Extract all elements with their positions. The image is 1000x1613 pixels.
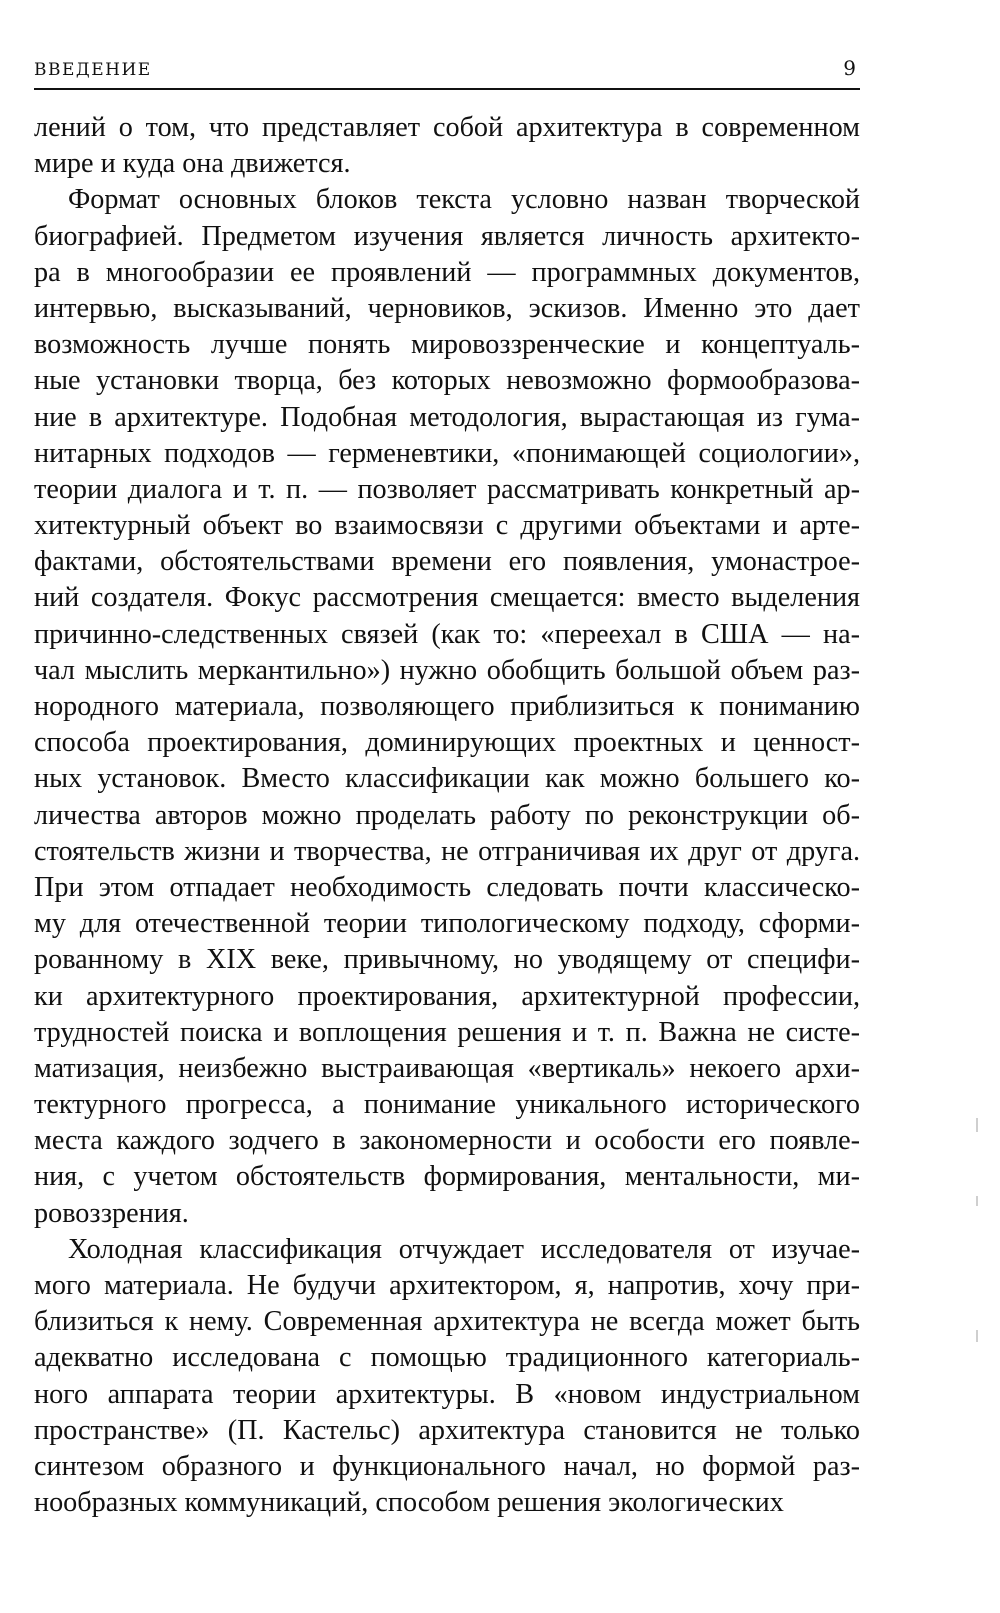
text-line: стоятельств жизни и творчества, не отграничивая их друг от друга. bbox=[34, 835, 860, 867]
text-line: ного аппарата теории архитектуры. В «новом индустриальном bbox=[34, 1378, 860, 1410]
text-line: нообразных коммуникаций, способом решения экологических bbox=[34, 1487, 784, 1519]
text-line: интервью, высказываний, черновиков, эскизов. Именно это дает bbox=[34, 292, 860, 324]
text-line: синтезом образного и функционального начал, но формой раз- bbox=[34, 1450, 860, 1482]
paragraph bbox=[34, 1232, 860, 1522]
text-line: теории диалога и т. п. — позволяет рассматривать конкретный ар- bbox=[34, 473, 860, 505]
page-number: 9 bbox=[843, 56, 856, 80]
text-line: адекватно исследована с помощью традиционного категориаль- bbox=[34, 1342, 860, 1374]
running-head bbox=[34, 58, 860, 90]
text-line: ки архитектурного проектирования, архитектурной профессии, bbox=[34, 980, 860, 1012]
text-line: ровоззрения. bbox=[34, 1197, 189, 1229]
book-page bbox=[34, 58, 860, 1578]
text-line: мире и куда она движется. bbox=[34, 148, 351, 180]
text-line: ние в архитектуре. Подобная методология, вырастающая из гума- bbox=[34, 401, 860, 433]
text-line: му для отечественной теории типологическому подходу, сформи- bbox=[34, 908, 860, 940]
text-line: мого материала. Не будучи архитектором, я, напротив, хочу при- bbox=[34, 1270, 860, 1301]
text-line: близиться к нему. Современная архитектура не всегда может быть bbox=[34, 1306, 860, 1338]
text-line: места каждого зодчего в закономерности и особости его появле- bbox=[34, 1125, 860, 1157]
text-line: рованному в XIX веке, привычному, но уводящему от специфи- bbox=[34, 944, 860, 976]
paragraph bbox=[34, 182, 860, 1231]
text-line: ных установок. Вместо классификации как можно большего ко- bbox=[34, 763, 860, 795]
text-line: трудностей поиска и воплощения решения и т. п. Важна не систе- bbox=[34, 1016, 860, 1048]
paragraph bbox=[34, 110, 860, 182]
chapter-title: ВВЕДЕНИЕ bbox=[34, 60, 152, 80]
text-line: фактами, обстоятельствами времени его появления, умонастрое- bbox=[34, 546, 860, 578]
text-line: При этом отпадает необходимость следовать почти классическо- bbox=[34, 871, 860, 903]
text-line: возможность лучше понять мировоззренческие и концептуаль- bbox=[34, 329, 860, 361]
text-line: ные установки творца, без которых невозможно формообразова- bbox=[34, 365, 860, 397]
text-line: Холодная классификация отчуждает исследователя от изучае- bbox=[68, 1233, 860, 1265]
scan-edge-mark bbox=[976, 1196, 978, 1206]
text-line: пространстве» (П. Кастельс) архитектура становится не только bbox=[34, 1414, 860, 1446]
text-line: способа проектирования, доминирующих проектных и ценност- bbox=[34, 727, 860, 759]
text-line: ний создателя. Фокус рассмотрения смещается: вместо выделения bbox=[34, 582, 860, 614]
scan-edge-mark bbox=[976, 1330, 978, 1342]
text-line: личества авторов можно проделать работу по реконструкции об- bbox=[34, 799, 860, 831]
text-line: нородного материала, позволяющего приблизиться к пониманию bbox=[34, 691, 860, 722]
text-line: биографией. Предметом изучения является личность архитекто- bbox=[34, 220, 860, 252]
text-line: ра в многообразии ее проявлений — программных документов, bbox=[34, 256, 860, 288]
text-line: лений о том, что представляет собой архитектура в современном bbox=[34, 112, 860, 143]
text-line: Формат основных блоков текста условно назван творческой bbox=[68, 184, 860, 216]
text-line: причинно-следственных связей (как то: «переехал в США — на- bbox=[34, 618, 860, 650]
text-line: чал мыслить меркантильно») нужно обобщить большой объем раз- bbox=[34, 654, 860, 686]
text-line: нитарных подходов — герменевтики, «понимающей социологии», bbox=[34, 437, 860, 469]
text-line: хитектурный объект во взаимосвязи с другими объектами и арте- bbox=[34, 510, 860, 542]
body-text bbox=[34, 110, 860, 1521]
text-line: ния, с учетом обстоятельств формирования, ментальности, ми- bbox=[34, 1161, 860, 1193]
text-line: тектурного прогресса, а понимание уникального исторического bbox=[34, 1089, 860, 1121]
scan-edge-mark bbox=[976, 1118, 978, 1132]
text-line: матизация, неизбежно выстраивающая «вертикаль» некоего архи- bbox=[34, 1052, 860, 1084]
